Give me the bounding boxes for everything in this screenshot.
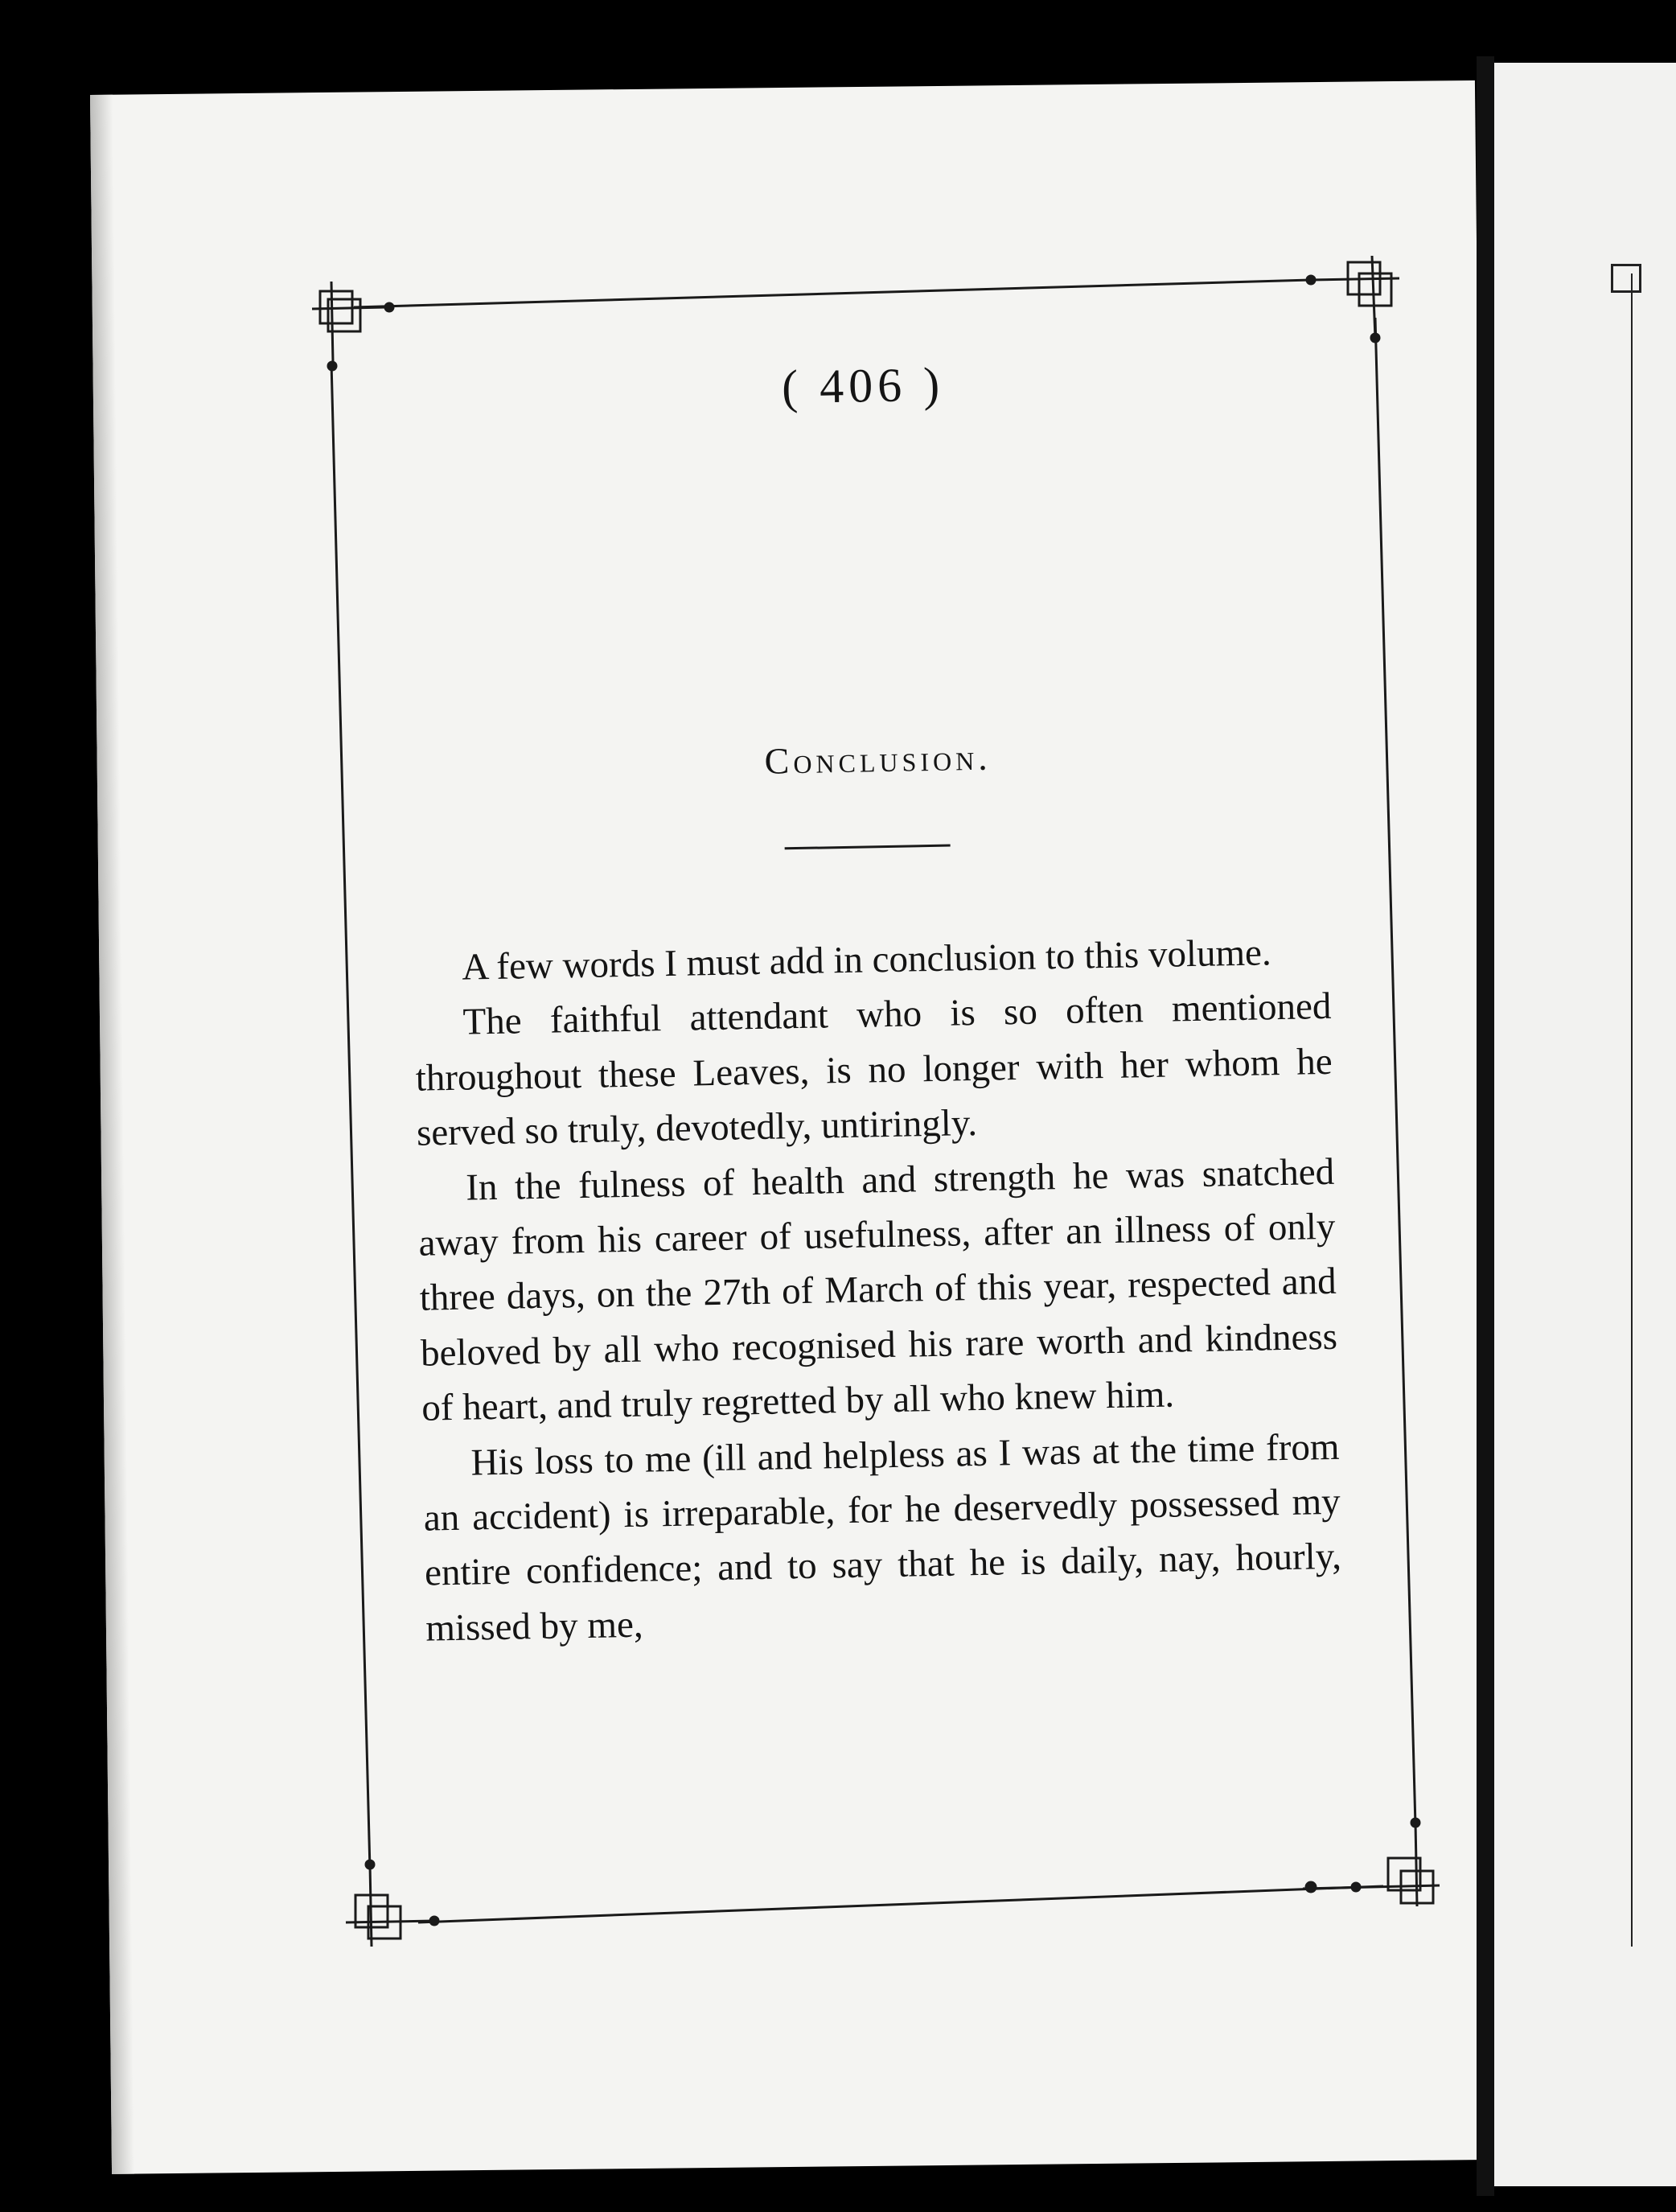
chapter-heading: Conclusion. (764, 736, 992, 782)
paragraph-2: The faithful attendant who is so often mentioned throughout these Leaves, is no longer with her whom he served so truly, devotedly, untiringly. (415, 985, 1333, 1154)
paragraph-1: A few words I must add in conclusion to this volume. (461, 931, 1272, 989)
body-text (413, 924, 1343, 1656)
page-number: ( 406 ) (781, 357, 945, 414)
paragraph-3: In the fulness of health and strength he was snatched away from his career of usefulness, after an illness of only three days, on the 27th of March of this year, respected and beloved by all who recognised his rare worth and kindness of heart, and truly regretted by all who knew him. (418, 1150, 1338, 1429)
paragraph-4: His loss to me (ill and helpless as I was at the time from an accident) is irreparable, for he deservedly possessed my entire confidence; and to say that he is daily, nay, hourly, missed by me, (423, 1425, 1342, 1650)
heading-rule (785, 845, 951, 850)
